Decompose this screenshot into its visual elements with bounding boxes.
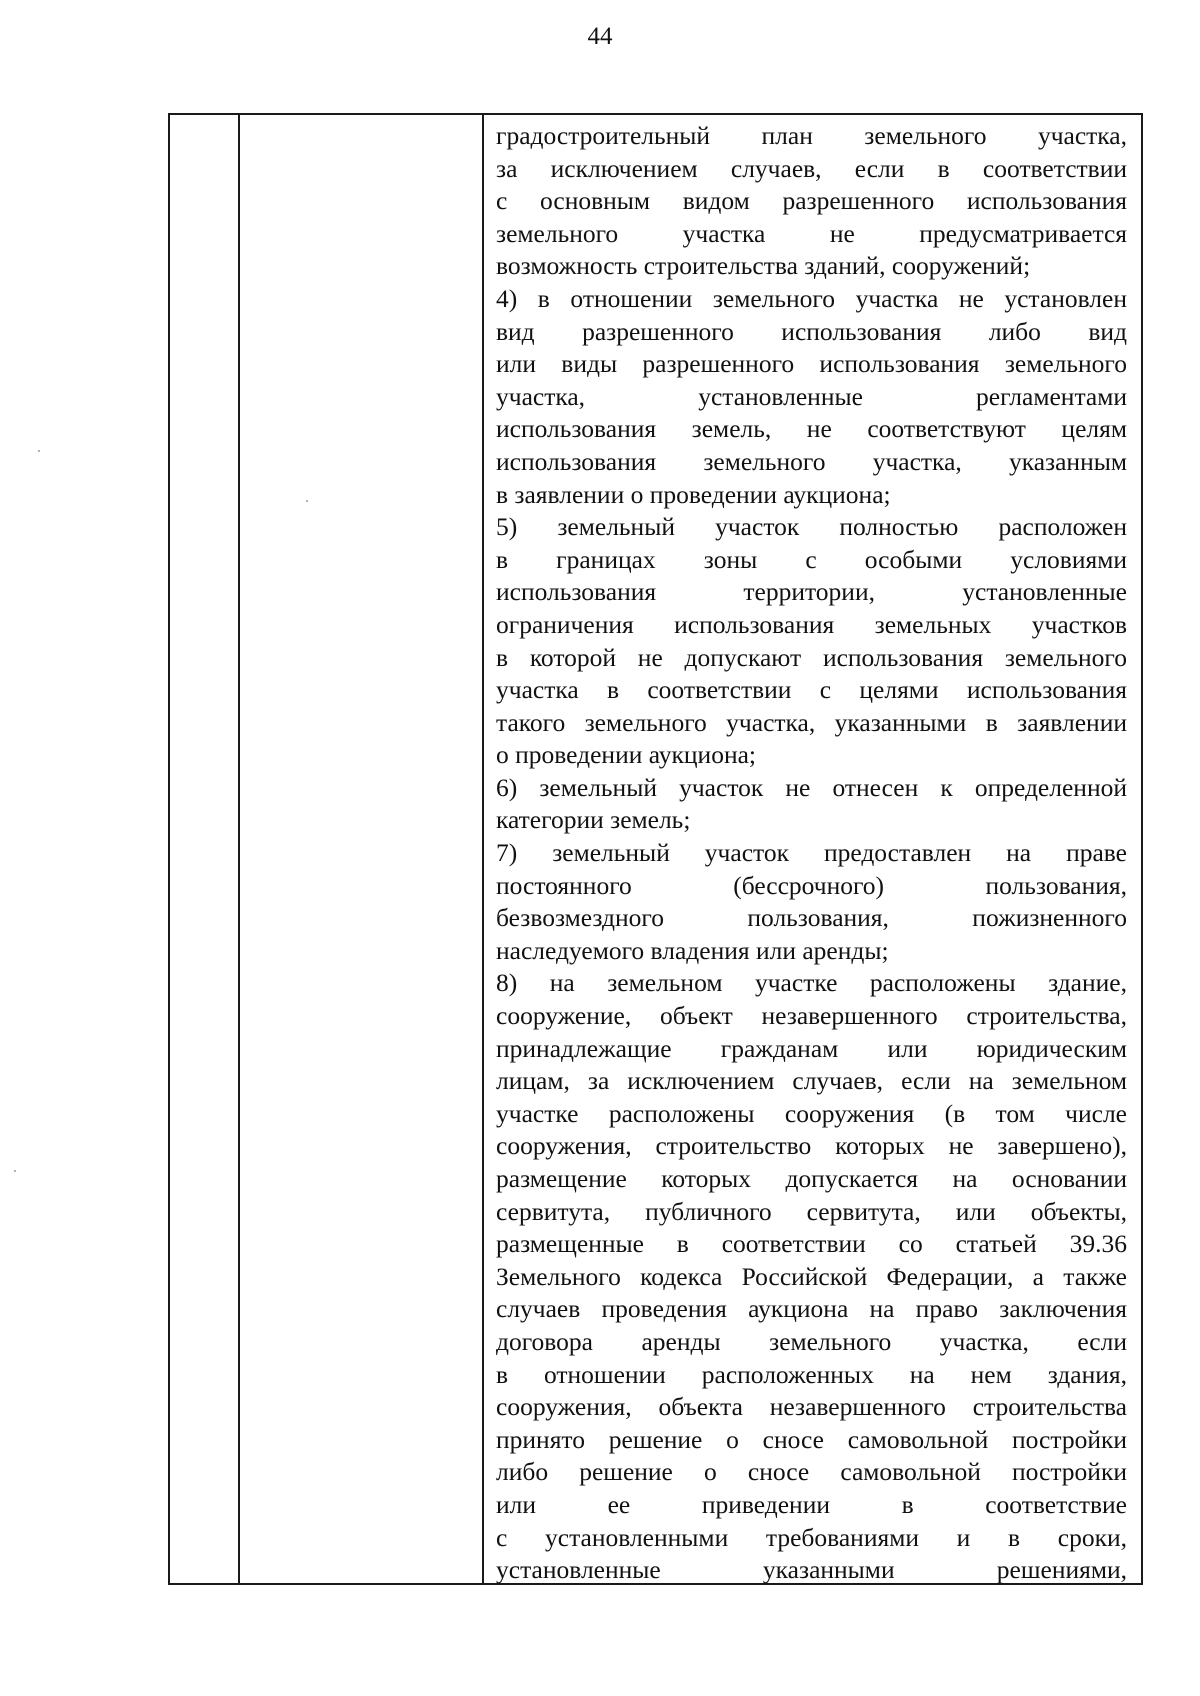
text-line: земельного участка не предусматривается	[496, 218, 1127, 248]
table-text-cell	[496, 120, 1127, 1587]
text-line: с установленными требованиями и в сроки,	[496, 1522, 1127, 1552]
text-line: или ее приведении в соответствие	[496, 1489, 1127, 1519]
text-line: 4) в отношении земельного участка не установлен	[496, 283, 1127, 313]
page-number: 44	[587, 23, 613, 50]
text-line: 8) на земельном участке расположены здание,	[496, 968, 1127, 998]
text-line: в заявлении о проведении аукциона;	[496, 479, 891, 509]
text-line: размещенные в соответствии со статьей 39.36	[496, 1229, 1127, 1259]
text-line: установленные указанными решениями,	[496, 1555, 1127, 1585]
text-line: в отношении расположенных на нем здания,	[496, 1359, 1127, 1389]
scan-speck	[14, 1170, 16, 1172]
text-line: о проведении аукциона;	[496, 740, 757, 770]
text-line: сооружение, объект незавершенного строительства,	[496, 1001, 1127, 1031]
text-line: использования территории, установленные	[496, 577, 1127, 607]
scan-speck	[38, 450, 40, 452]
text-line: участка, установленные регламентами	[496, 381, 1127, 411]
text-line: Земельного кодекса Российской Федерации, а также	[496, 1261, 1127, 1291]
text-line: в границах зоны с особыми условиями	[496, 544, 1127, 574]
text-line: принято решение о сносе самовольной постройки	[496, 1424, 1127, 1454]
text-line: 7) земельный участок предоставлен на праве	[496, 838, 1127, 868]
text-line: градостроительный план земельного участка,	[496, 121, 1127, 150]
text-line: возможность строительства зданий, сооружений;	[496, 251, 1031, 281]
text-line: постоянного (бессрочного) пользования,	[496, 870, 1127, 900]
text-line: использования земель, не соответствуют целям	[496, 414, 1127, 444]
text-line: наследуемого владения или аренды;	[496, 935, 889, 965]
text-line: случаев проведения аукциона на право заключения	[496, 1294, 1127, 1324]
text-line: или виды разрешенного использования земельного	[496, 349, 1127, 379]
text-line: 5) земельный участок полностью расположен	[496, 512, 1127, 542]
text-line: вид разрешенного использования либо вид	[496, 316, 1127, 346]
text-line: ограничения использования земельных участков	[496, 609, 1127, 639]
table-column-divider	[482, 115, 484, 1583]
text-line: сооружения, строительство которых не завершено),	[496, 1131, 1127, 1161]
text-line: лицам, за исключением случаев, если на земельном	[496, 1066, 1127, 1096]
text-line: в которой не допускают использования земельного	[496, 642, 1127, 672]
text-line: участке расположены сооружения (в том числе	[496, 1098, 1127, 1128]
scan-speck	[306, 500, 308, 502]
table-column-divider	[238, 115, 240, 1583]
text-line: договора аренды земельного участка, если	[496, 1326, 1127, 1356]
text-line: принадлежащие гражданам или юридическим	[496, 1033, 1127, 1063]
text-line: размещение которых допускается на основании	[496, 1164, 1127, 1193]
text-line: сооружения, объекта незавершенного строительства	[496, 1392, 1127, 1422]
text-line: такого земельного участка, указанными в заявлении	[496, 707, 1127, 737]
content-table	[168, 113, 1143, 1585]
text-line: использования земельного участка, указанным	[496, 446, 1127, 476]
text-line: либо решение о сносе самовольной постройки	[496, 1457, 1127, 1487]
text-line: сервитута, публичного сервитута, или объекты,	[496, 1196, 1127, 1226]
text-line: безвозмездного пользования, пожизненного	[496, 903, 1127, 933]
text-line: с основным видом разрешенного использования	[496, 186, 1127, 216]
text-line: участка в соответствии с целями использования	[496, 675, 1127, 705]
text-line: за исключением случаев, если в соответствии	[496, 153, 1127, 183]
text-line: категории земель;	[496, 805, 691, 835]
text-line: 6) земельный участок не отнесен к определенной	[496, 772, 1127, 802]
